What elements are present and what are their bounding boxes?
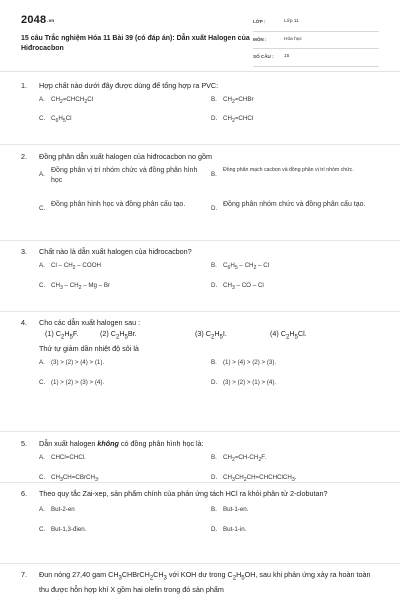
option-letter: B.	[211, 359, 217, 367]
option-text: Đồng phân nhóm chức và đồng phân cấu tạo.	[223, 201, 366, 208]
question-number: 4.	[21, 318, 27, 327]
question-text: Đồng phân dẫn xuất halogen của hiđrocacbon no gồm	[39, 152, 213, 161]
meta-value: 15	[284, 54, 290, 59]
question-divider	[0, 431, 400, 432]
option-letter: D.	[211, 379, 218, 387]
question-number: 1.	[21, 81, 27, 90]
option-text: (1) > (2) > (3) > (4).	[51, 379, 105, 387]
question-number: 6.	[21, 489, 27, 498]
option-a[interactable]	[39, 505, 209, 514]
option-letter: C.	[39, 474, 46, 481]
option-text: Cl – $CH_2$ – COOH	[51, 262, 101, 272]
question-text: Đun nóng 27,40 gam $CH_3CHBrCH_2CH_3$ với KOH dư trong $C_2H_5OH$, sau khi phản ứng xảy ra hoàn toàn thu được hỗn hợp khí X gồm hai olefin trong đó sản phẩm	[39, 570, 371, 595]
question-4	[21, 317, 381, 392]
option-c[interactable]	[39, 473, 209, 485]
option-b[interactable]	[211, 453, 381, 465]
document-title: 15 câu Trắc nghiệm Hóa 11 Bài 39 (có đáp án): Dẫn xuất Halogen của Hiđrocacbon	[21, 35, 250, 52]
meta-row-count	[253, 52, 379, 67]
option-letter: D.	[211, 282, 218, 289]
page-header	[0, 0, 400, 70]
option-letter: A.	[39, 454, 45, 461]
question-6	[21, 488, 381, 539]
meta-label: SỐ CÂU :	[253, 54, 274, 59]
option-letter: A.	[39, 171, 45, 178]
meta-table	[253, 17, 379, 70]
question-divider	[0, 563, 400, 564]
meta-label: LỚP :	[253, 19, 266, 24]
option-text: $CH_2=CHCH_2Cl$	[51, 96, 94, 106]
meta-label: MÔN :	[253, 36, 267, 42]
meta-value: Lớp 11	[284, 19, 299, 24]
question-1	[21, 80, 381, 129]
option-d[interactable]	[211, 200, 381, 210]
question-text: Chất nào là dẫn xuất halogen của hiđrocacbon?	[39, 247, 192, 256]
option-d[interactable]	[211, 378, 381, 387]
question-divider	[0, 144, 400, 145]
option-b[interactable]	[211, 95, 381, 107]
option-c[interactable]	[39, 525, 209, 534]
option-letter: C.	[39, 115, 46, 122]
logo-main: 2048	[21, 14, 47, 26]
option-letter: D.	[211, 205, 218, 212]
option-d[interactable]	[211, 525, 381, 534]
option-letter: B.	[211, 506, 217, 513]
option-text: (3) > (2) > (1) > (4).	[223, 379, 277, 387]
meta-row-subject	[253, 35, 379, 50]
option-text: Đồng phân vị trí nhóm chức và đồng phân hình học	[51, 167, 198, 184]
option-letter: B.	[211, 262, 217, 269]
site-logo[interactable]	[21, 14, 54, 26]
option-a[interactable]	[39, 453, 209, 462]
option-text: $CH_3$ – CO – Cl	[223, 282, 264, 292]
option-letter: D.	[211, 474, 218, 481]
compound-list	[39, 328, 381, 343]
option-letter: A.	[39, 506, 45, 513]
question-text: Cho các dẫn xuất halogen sau :	[39, 318, 141, 327]
option-text: $CH_2=CHBr$	[223, 96, 254, 106]
option-text: $C_6H_5Cl$	[51, 115, 72, 125]
question-text: Hợp chất nào dưới đây được dùng để tổng hợp ra PVC:	[39, 81, 219, 90]
option-b[interactable]	[211, 358, 381, 367]
option-text: (1) > (4) > (2) > (3).	[223, 359, 277, 367]
option-text: $CH_2=CH-CH_2F$.	[223, 454, 267, 464]
question-2	[21, 151, 381, 230]
option-text: But-1,3-đien.	[51, 526, 87, 533]
option-text: But-2-en	[51, 506, 75, 513]
question-3	[21, 246, 381, 295]
question-5	[21, 438, 381, 487]
option-letter: C.	[39, 282, 46, 289]
meta-value: Hóa học	[284, 36, 302, 42]
option-a[interactable]	[39, 166, 204, 185]
header-divider	[0, 71, 400, 72]
question-text: Theo quy tắc Zai-xep, sản phẩm chính của phản ứng tách HCl ra khỏi phân tử 2-clobutan?	[39, 489, 328, 498]
option-letter: C.	[39, 526, 46, 533]
logo-suffix: .vn	[47, 18, 55, 23]
option-letter: A.	[39, 359, 45, 367]
option-b[interactable]	[211, 505, 381, 514]
question-text: Dẫn xuất halogen không có đồng phân hình học là:	[39, 439, 204, 448]
option-letter: D.	[211, 115, 218, 122]
option-text: $CH_3CH_2CH=CHCHClCH_3$.	[223, 474, 297, 484]
option-text: $CH_2=CHCl$	[223, 115, 254, 125]
option-text: But-1-en.	[223, 506, 249, 513]
option-text: (3) > (2) > (4) > (1).	[51, 359, 105, 367]
compound-item: (4) $C_2H_5Cl$.	[270, 329, 307, 341]
option-text: CHCl=CHCl.	[51, 454, 86, 461]
question-divider	[0, 240, 400, 241]
option-c[interactable]	[39, 378, 209, 387]
option-letter: B.	[211, 454, 217, 461]
compound-item: (3) $C_2H_5I$.	[195, 329, 227, 341]
option-text: But-1-in.	[223, 526, 247, 533]
option-text: $C_6H_5 - CH_2$ – Cl	[223, 262, 270, 272]
option-letter: D.	[211, 526, 218, 533]
question-number: 7.	[21, 570, 27, 579]
question-divider	[0, 482, 400, 483]
question-divider	[0, 311, 400, 312]
option-c[interactable]	[39, 200, 204, 210]
option-text: $CH_3 - CH_2$ – Mg – Br	[51, 282, 111, 292]
option-letter: C.	[39, 379, 46, 387]
option-a[interactable]	[39, 95, 209, 107]
option-letter: B.	[211, 171, 217, 178]
question-number: 3.	[21, 247, 27, 256]
question-number: 5.	[21, 439, 27, 448]
option-a[interactable]	[39, 358, 209, 367]
option-a[interactable]	[39, 261, 209, 273]
option-text: $CH_3CH=CBrCH_3$.	[51, 474, 100, 484]
option-d[interactable]	[211, 473, 381, 485]
option-c[interactable]	[39, 281, 209, 293]
option-b[interactable]	[211, 261, 381, 273]
option-letter: A.	[39, 262, 45, 269]
option-letter: C.	[39, 205, 46, 212]
meta-row-class	[253, 17, 379, 32]
option-b[interactable]	[211, 167, 381, 178]
option-d[interactable]	[211, 281, 381, 293]
option-letter: A.	[39, 96, 45, 103]
option-text: Đồng phân hình học và đồng phân cấu tạo.	[51, 201, 186, 208]
option-text: Đồng phân mạch cacbon và đồng phân vị trí nhóm chức.	[223, 167, 354, 173]
question-number: 2.	[21, 152, 27, 161]
compound-item: (1) $C_2H_5F$.	[45, 329, 79, 341]
question-7	[21, 569, 381, 596]
compound-item: (2) $C_2H_5Br$.	[100, 329, 137, 341]
option-letter: B.	[211, 96, 217, 103]
question-subtext: Thứ tự giảm dần nhiệt độ sôi là	[39, 344, 139, 354]
option-c[interactable]	[39, 114, 209, 126]
option-d[interactable]	[211, 114, 381, 126]
